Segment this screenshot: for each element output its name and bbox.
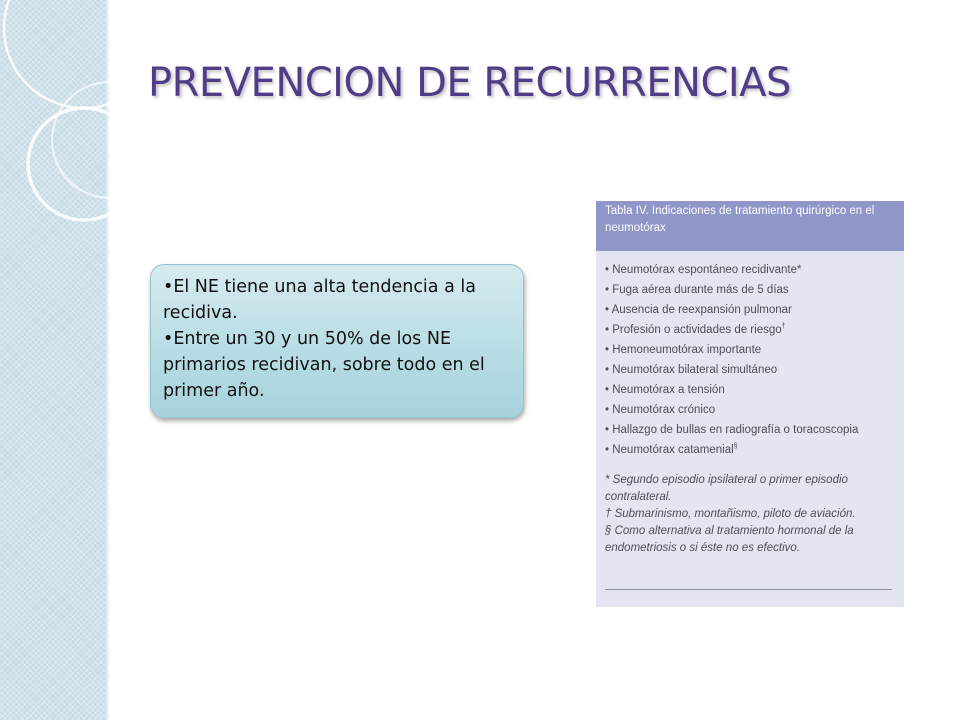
list-item: • Neumotórax a tensión [605, 384, 725, 396]
list-item: • Neumotórax crónico [605, 404, 716, 416]
list-item: • Hemoneumotórax importante [605, 344, 762, 356]
footnote: § Como alternativa al tratamiento hormonal de la endometriosis o si éste no es efectivo. [605, 525, 854, 554]
callout-bullet: •Entre un 30 y un 50% de los NE primarios recidivan, sobre todo en el primer año. [163, 329, 485, 401]
list-item: • Fuga aérea durante más de 5 días [605, 284, 789, 296]
decorative-circles [0, 0, 200, 240]
table-bottom-rule [605, 589, 892, 590]
table-title: Tabla IV. Indicaciones de tratamiento quirúrgico en el neumotórax [596, 201, 904, 251]
footnote: * Segundo episodio ipsilateral o primer episodio contralateral. [605, 474, 848, 503]
callout-box [150, 264, 524, 418]
list-item: • Neumotórax bilateral simultáneo [605, 364, 778, 376]
indications-list [596, 251, 904, 460]
slide-title: PREVENCION DE RECURRENCIAS [148, 60, 791, 106]
list-item: • Ausencia de reexpansión pulmonar [605, 304, 792, 316]
indications-table-image [596, 201, 904, 607]
list-item: • Profesión o actividades de riesgo† [605, 323, 786, 336]
list-item: • Neumotórax espontáneo recidivante* [605, 264, 802, 276]
list-item: • Hallazgo de bullas en radiografía o toracoscopia [605, 424, 859, 436]
footnote: † Submarinismo, montañismo, piloto de aviación. [605, 508, 856, 520]
table-footnotes [596, 460, 904, 557]
callout-bullet: •El NE tiene una alta tendencia a la recidiva. [163, 277, 476, 323]
list-item: • Neumotórax catamenial§ [605, 443, 738, 456]
